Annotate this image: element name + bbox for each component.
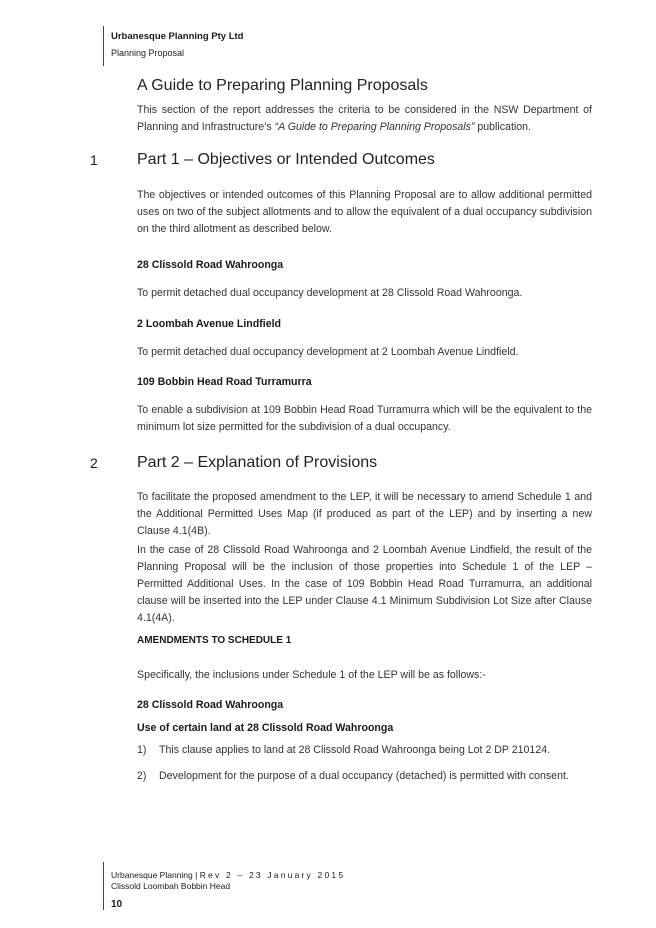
section-1-number: 1 <box>90 152 98 168</box>
section-1-title: Part 1 – Objectives or Intended Outcomes <box>137 151 435 168</box>
site-heading: 109 Bobbin Head Road Turramurra <box>137 376 312 388</box>
footer-project: Clissold Loombah Bobbin Head <box>111 881 231 891</box>
part2-paragraph-2: In the case of 28 Clissold Road Wahroonga and 2 Loombah Avenue Lindfield, the result of the Planning Proposal will be the inclusion of those properties into Schedule 1 of the LEP – Permitted Additional Uses. In the case of 109 Bobbin Head Road Turramurra, an additional clause will be inserted into the LEP under Clause 4.1 Minimum Subdivision Lot Size after Clause 4.1(4A). <box>137 544 592 624</box>
site-heading: 2 Loombah Avenue Lindfield <box>137 318 282 330</box>
header-company: Urbanesque Planning Pty Ltd <box>111 31 244 42</box>
guide-intro: This section of the report addresses the criteria to be considered in the NSW Department of Planning and Infrastructure’s “A Guide to Preparing Planning Proposals” publication. <box>137 104 592 133</box>
section-2-number: 2 <box>90 455 98 471</box>
list-item: 2) Development for the purpose of a dual occupancy (detached) is permitted with consent. <box>137 770 569 782</box>
footer-revision: Urbanesque Planning | Rev 2 – 23 January 2015 <box>111 870 346 880</box>
site-text: To enable a subdivision at 109 Bobbin Head Road Turramurra which will be the equivalent to the minimum lot size permitted for the subdivision of a dual occupancy. <box>137 404 592 433</box>
amendments-heading: AMENDMENTS TO SCHEDULE 1 <box>137 635 292 646</box>
schedule-intro: Specifically, the inclusions under Schedule 1 of the LEP will be as follows:- <box>137 669 486 681</box>
list-item: 1) This clause applies to land at 28 Clissold Road Wahroonga being Lot 2 DP 210124. <box>137 744 551 756</box>
site-text: To permit detached dual occupancy development at 2 Loombah Avenue Lindfield. <box>137 346 519 358</box>
page-footer <box>103 862 345 910</box>
guide-heading: A Guide to Preparing Planning Proposals <box>137 77 428 94</box>
schedule-site-heading: 28 Clissold Road Wahroonga <box>137 699 284 711</box>
part1-intro: The objectives or intended outcomes of this Planning Proposal are to allow additional permitted uses on two of the subject allotments and to allow the equivalent of a dual occupancy subdivision on the third allotment as described below. <box>137 189 592 235</box>
page-header <box>103 26 244 66</box>
section-2-title: Part 2 – Explanation of Provisions <box>137 454 378 471</box>
page-number: 10 <box>111 899 123 910</box>
header-document-title: Planning Proposal <box>111 48 185 58</box>
part2-paragraph-1: To facilitate the proposed amendment to the LEP, it will be necessary to amend Schedule 1 and the Additional Permitted Uses Map (if produced as part of the LEP) and by inserting a new Clause 4.1(4B). <box>137 491 592 537</box>
use-heading: Use of certain land at 28 Clissold Road Wahroonga <box>137 722 394 734</box>
site-heading: 28 Clissold Road Wahroonga <box>137 259 284 271</box>
site-text: To permit detached dual occupancy development at 28 Clissold Road Wahroonga. <box>137 287 523 299</box>
